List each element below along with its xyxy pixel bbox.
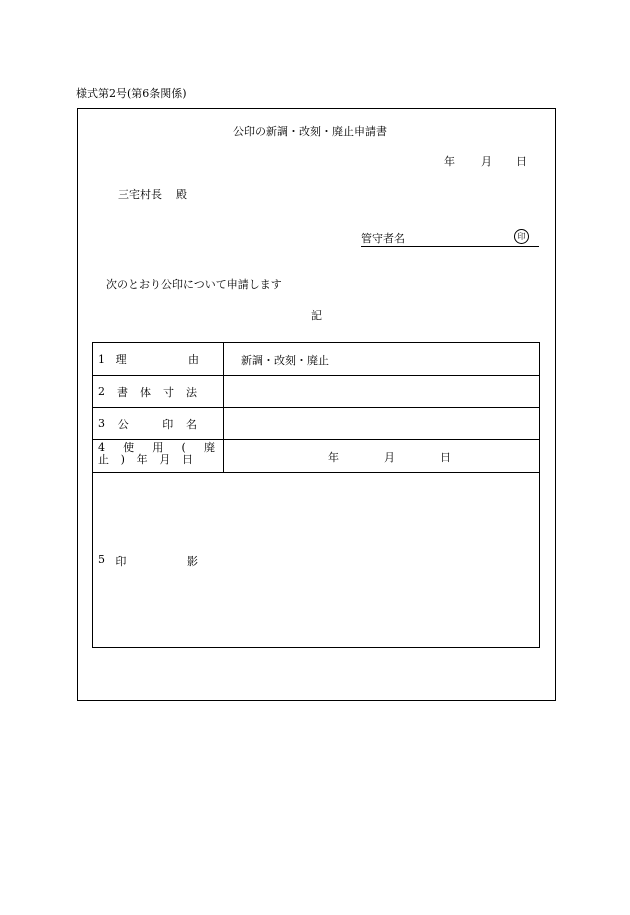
seal-icon: 印 (514, 229, 529, 244)
row-label-char: 理 (115, 353, 127, 366)
row-label-char: 止 (98, 453, 109, 466)
form-title: 公印の新調・改刻・廃止申請書 (233, 125, 387, 138)
use-date-year: 年 (328, 451, 339, 464)
reason-value-cell[interactable] (224, 343, 539, 375)
table-row-reason (93, 343, 539, 376)
addressee (118, 186, 187, 202)
intro-text: 次のとおり公印について申請します (106, 278, 282, 291)
row-label (93, 408, 224, 439)
date-day-label: 日 (516, 155, 527, 168)
table-row-font-size (93, 376, 539, 408)
row-label-char: 年 (136, 453, 148, 466)
use-date-month: 月 (384, 451, 395, 464)
row-number: 4 (98, 441, 105, 454)
row-label-char: 用 (152, 441, 164, 454)
row-label-char: 使 (123, 441, 135, 454)
table-row-seal-impression (93, 473, 539, 647)
reason-options: 新調・改刻・廃止 (241, 354, 329, 367)
row-label-char: 公 (117, 417, 129, 431)
row-label-char: 日 (181, 453, 193, 466)
row-label-char: 印 (115, 555, 127, 568)
table-row-use-date (93, 440, 539, 473)
addressee-name: 三宅村長 (118, 188, 162, 201)
applicant-label: 管守者名 (361, 232, 405, 245)
row-label-char: 月 (159, 453, 171, 466)
row-label-char: ) (120, 453, 125, 466)
applicant-signature-line[interactable] (361, 228, 539, 247)
table-row-seal-name (93, 408, 539, 440)
row-label (93, 440, 224, 472)
row-label-line (98, 442, 215, 454)
row-label-char: 寸 (163, 385, 174, 399)
font-size-value-cell[interactable] (224, 376, 539, 407)
seal-name-value-cell[interactable] (224, 408, 539, 439)
date-year-label: 年 (444, 155, 455, 168)
seal-impression-area[interactable] (93, 473, 539, 647)
row-label (93, 376, 224, 407)
row-label-char: 影 (186, 555, 198, 568)
row-label-char: ( (181, 441, 186, 454)
ki-heading: 記 (311, 309, 322, 322)
row-number: 2 (98, 385, 105, 398)
addressee-honorific: 殿 (176, 188, 187, 201)
row-label-char: 名 (186, 417, 197, 431)
row-label-char: 体 (140, 385, 151, 399)
row-label-char: 印 (162, 417, 174, 431)
details-table (92, 342, 540, 648)
row-label-char: 由 (187, 353, 199, 366)
row-label-char: 廃 (203, 441, 215, 454)
row-number: 5 (98, 553, 105, 566)
use-date-fields (328, 449, 451, 465)
form-number-label: 様式第2号(第6条関係) (76, 87, 187, 100)
row-label-char: 書 (117, 385, 128, 399)
row-label-line (98, 454, 215, 466)
row-number: 3 (98, 417, 105, 430)
row-label (93, 343, 224, 375)
use-date-day: 日 (440, 451, 451, 464)
use-date-value-cell[interactable] (224, 440, 539, 472)
row-label-char: 法 (186, 385, 197, 399)
row-number: 1 (98, 352, 105, 366)
date-month-label: 月 (481, 155, 492, 168)
